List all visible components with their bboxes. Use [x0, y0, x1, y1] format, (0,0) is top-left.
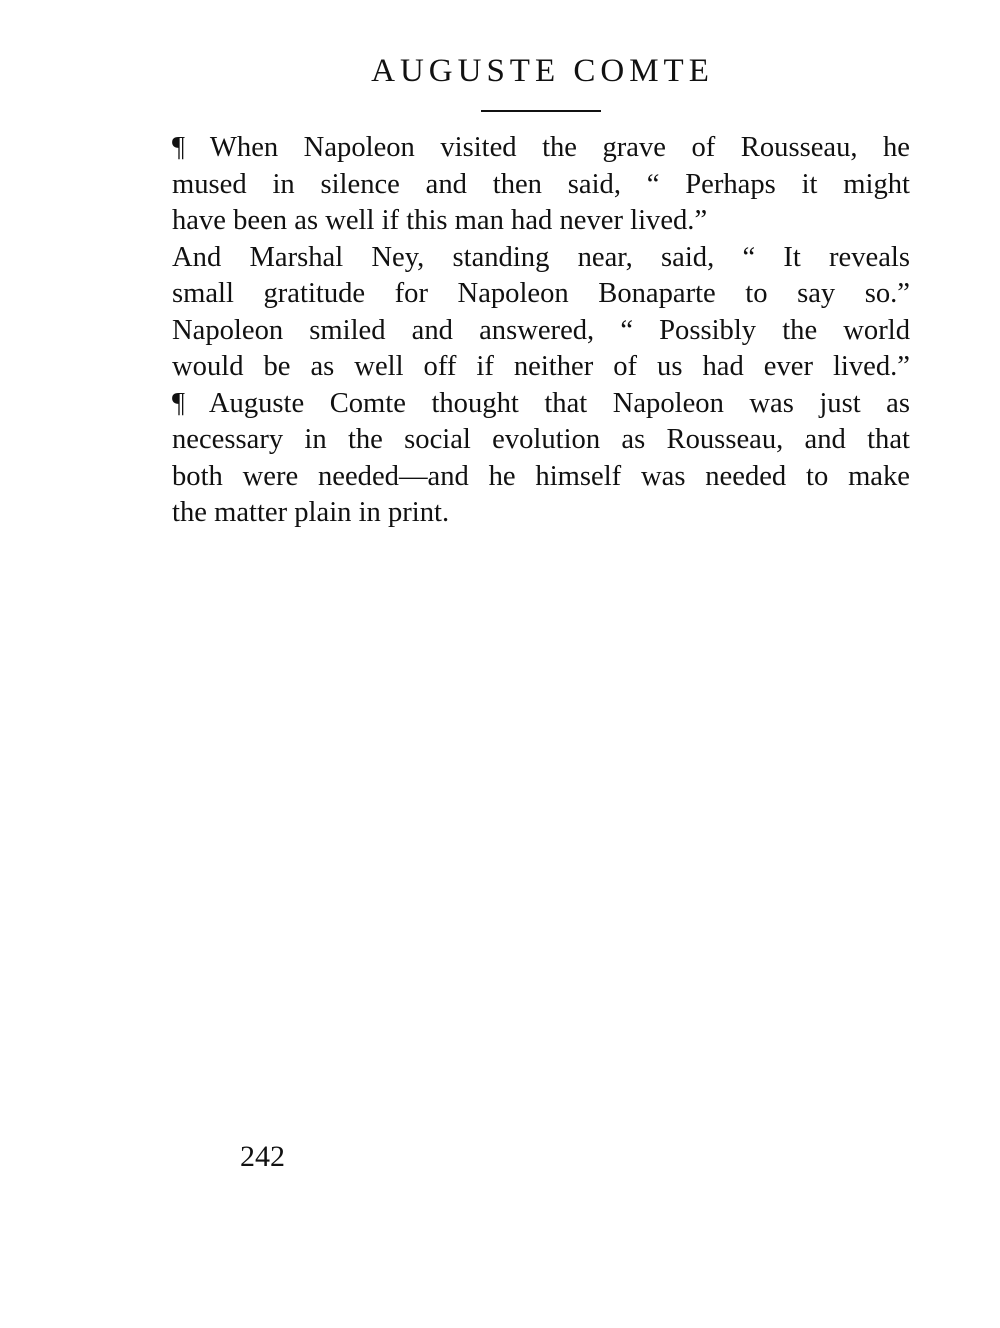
- text-line-6: Napoleon smiled and answered, “ Possibly the world: [172, 314, 910, 346]
- text-line-1: ¶ When Napoleon visited the grave of Rousseau, he: [172, 132, 910, 163]
- text-line-8: ¶ Auguste Comte thought that Napoleon was just as: [172, 387, 910, 419]
- text-line-2: mused in silence and then said, “ Perhaps it might: [172, 168, 910, 200]
- text-line-7: would be as well off if neither of us had ever lived.”: [172, 351, 910, 382]
- body-text: [172, 130, 910, 532]
- text-line-3: have been as well if this man had never lived.”: [172, 205, 708, 236]
- text-line-4: And Marshal Ney, standing near, said, “ It reveals: [172, 241, 910, 273]
- text-line-5: small gratitude for Napoleon Bonaparte to say so.”: [172, 278, 910, 309]
- page-number: 242: [240, 1140, 285, 1173]
- text-line-11: the matter plain in print.: [172, 497, 450, 528]
- head-rule: [481, 110, 601, 112]
- running-head: AUGUSTE COMTE: [371, 53, 714, 89]
- text-line-10: both were needed—and he himself was needed to make: [172, 460, 910, 492]
- text-line-9: necessary in the social evolution as Rousseau, and that: [172, 424, 910, 455]
